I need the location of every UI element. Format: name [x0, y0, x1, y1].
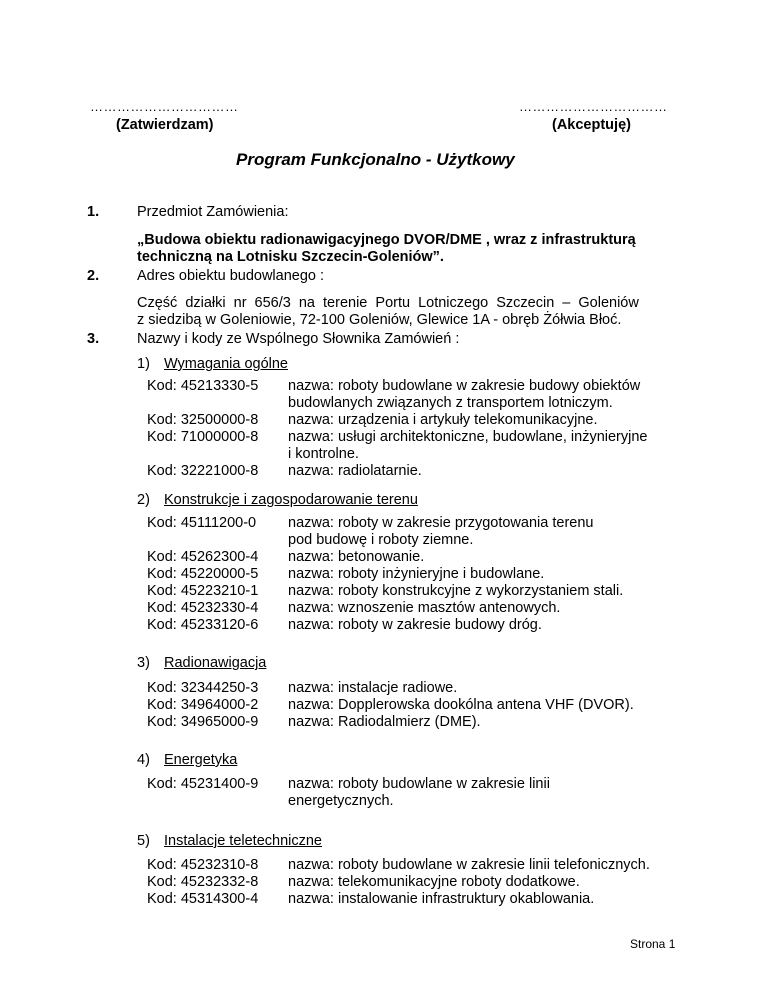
- cpv-name: nazwa: roboty budowlane w zakresie linii: [288, 776, 550, 792]
- subject-line-1: „Budowa obiektu radionawigacyjnego DVOR/DME , wraz z infrastrukturą: [137, 232, 636, 248]
- cpv-code: Kod: 45233120-6: [147, 617, 259, 633]
- cpv-name: energetycznych.: [288, 793, 394, 809]
- address-line-1: Część działki nr 656/3 na terenie Portu Lotniczego Szczecin – Goleniów: [137, 295, 639, 311]
- section-heading-3: Nazwy i kody ze Wspólnego Słownika Zamówień :: [137, 331, 460, 347]
- cpv-name: nazwa: roboty w zakresie przygotowania terenu: [288, 515, 594, 531]
- page-number: Strona 1: [630, 937, 676, 951]
- approve-label: (Zatwierdzam): [116, 117, 214, 133]
- cpv-code: Kod: 32221000-8: [147, 463, 259, 479]
- group-index-2: 2): [137, 492, 150, 508]
- group-title-2: Konstrukcje i zagospodarowanie terenu: [164, 492, 418, 508]
- cpv-code: Kod: 45262300-4: [147, 549, 259, 565]
- section-number-2: 2.: [87, 268, 100, 284]
- cpv-name: nazwa: urządzenia i artykuły telekomunikacyjne.: [288, 412, 598, 428]
- address-line-2: z siedzibą w Goleniowie, 72-100 Goleniów, Glewice 1A - obręb Żółwia Błoć.: [137, 312, 622, 328]
- cpv-name: nazwa: instalacje radiowe.: [288, 680, 458, 696]
- cpv-name: nazwa: radiolatarnie.: [288, 463, 422, 479]
- cpv-code: Kod: 32344250-3: [147, 680, 259, 696]
- subject-line-2: techniczną na Lotnisku Szczecin-Goleniów”.: [137, 249, 444, 265]
- cpv-name: pod budowę i roboty ziemne.: [288, 532, 474, 548]
- group-title-5: Instalacje teletechniczne: [164, 833, 322, 849]
- accept-signature-line: ……………………………: [519, 99, 668, 114]
- cpv-code: Kod: 45232332-8: [147, 874, 259, 890]
- cpv-code: Kod: 34964000-2: [147, 697, 259, 713]
- cpv-name: nazwa: Dopplerowska dookólna antena VHF (DVOR).: [288, 697, 634, 713]
- cpv-name: budowlanych związanych z transportem lotniczym.: [288, 395, 613, 411]
- cpv-code: Kod: 34965000-9: [147, 714, 259, 730]
- section-number-3: 3.: [87, 331, 100, 347]
- section-number-1: 1.: [87, 204, 100, 220]
- cpv-name: nazwa: roboty w zakresie budowy dróg.: [288, 617, 542, 633]
- group-index-1: 1): [137, 356, 150, 372]
- group-title-4: Energetyka: [164, 752, 238, 768]
- cpv-code: Kod: 45213330-5: [147, 378, 259, 394]
- cpv-name: nazwa: wznoszenie masztów antenowych.: [288, 600, 561, 616]
- cpv-code: Kod: 71000000-8: [147, 429, 259, 445]
- cpv-code: Kod: 45232330-4: [147, 600, 259, 616]
- cpv-name: nazwa: betonowanie.: [288, 549, 425, 565]
- cpv-name: nazwa: roboty inżynieryjne i budowlane.: [288, 566, 545, 582]
- cpv-name: nazwa: roboty budowlane w zakresie linii telefonicznych.: [288, 857, 650, 873]
- cpv-name: nazwa: telekomunikacyjne roboty dodatkowe.: [288, 874, 580, 890]
- group-index-4: 4): [137, 752, 150, 768]
- approve-signature-line: ……………………………: [90, 99, 239, 114]
- cpv-name: i kontrolne.: [288, 446, 359, 462]
- group-title-3: Radionawigacja: [164, 655, 267, 671]
- cpv-name: nazwa: usługi architektoniczne, budowlane, inżynieryjne: [288, 429, 648, 445]
- cpv-code: Kod: 45223210-1: [147, 583, 259, 599]
- cpv-name: nazwa: instalowanie infrastruktury okablowania.: [288, 891, 595, 907]
- cpv-code: Kod: 45220000-5: [147, 566, 259, 582]
- cpv-code: Kod: 45231400-9: [147, 776, 259, 792]
- cpv-name: nazwa: roboty budowlane w zakresie budowy obiektów: [288, 378, 641, 394]
- accept-label: (Akceptuję): [552, 117, 631, 133]
- cpv-name: nazwa: Radiodalmierz (DME).: [288, 714, 481, 730]
- group-title-1: Wymagania ogólne: [164, 356, 289, 372]
- group-index-3: 3): [137, 655, 150, 671]
- cpv-code: Kod: 45111200-0: [147, 515, 257, 531]
- section-heading-2: Adres obiektu budowlanego :: [137, 268, 325, 284]
- page-title: Program Funkcjonalno - Użytkowy: [236, 150, 515, 169]
- cpv-code: Kod: 45232310-8: [147, 857, 259, 873]
- group-index-5: 5): [137, 833, 150, 849]
- section-heading-1: Przedmiot Zamówienia:: [137, 204, 289, 220]
- cpv-code: Kod: 32500000-8: [147, 412, 259, 428]
- cpv-name: nazwa: roboty konstrukcyjne z wykorzystaniem stali.: [288, 583, 624, 599]
- cpv-code: Kod: 45314300-4: [147, 891, 259, 907]
